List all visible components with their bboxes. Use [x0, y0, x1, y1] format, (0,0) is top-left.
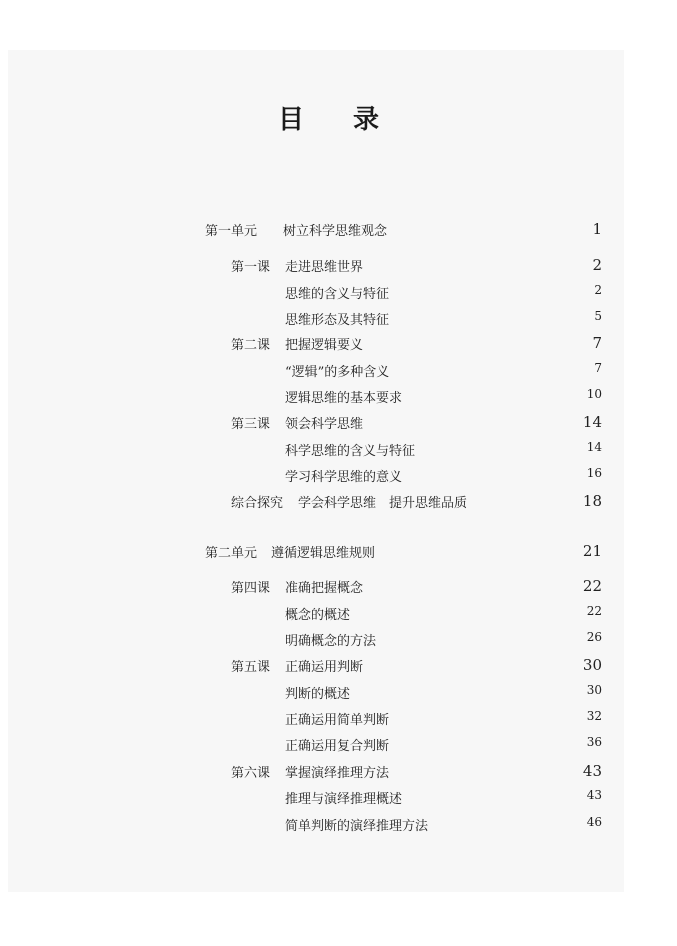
- section-title: 推理与演绎推理概述: [285, 792, 403, 807]
- toc-title: 目 录: [277, 105, 400, 135]
- toc-lesson[interactable]: [0, 413, 677, 437]
- toc-section[interactable]: [0, 630, 677, 654]
- toc-lesson[interactable]: [0, 577, 677, 601]
- page-number: 14: [586, 440, 602, 454]
- page-number: 43: [582, 762, 602, 780]
- unit-title: 遵循逻辑思维规则: [271, 546, 376, 561]
- section-title: 判断的概述: [285, 687, 351, 702]
- toc-section[interactable]: [0, 387, 677, 411]
- toc-section[interactable]: [0, 683, 677, 707]
- comprehensive-label: 综合探究: [231, 496, 284, 511]
- lesson-label: 第一课: [231, 260, 271, 275]
- section-title: 逻辑思维的基本要求: [285, 391, 403, 406]
- page-number: 22: [586, 604, 602, 618]
- lesson-title: 准确把握概念: [285, 581, 364, 596]
- page-number: 1: [592, 220, 602, 238]
- toc-section[interactable]: [0, 709, 677, 733]
- page-number: 2: [594, 283, 602, 297]
- toc-unit[interactable]: [0, 542, 677, 566]
- toc-section[interactable]: [0, 735, 677, 759]
- lesson-title: 走进思维世界: [285, 260, 364, 275]
- lesson-title: 领会科学思维: [285, 417, 364, 432]
- page-number: 22: [582, 577, 602, 595]
- toc-unit[interactable]: [0, 220, 677, 244]
- comprehensive-title: 学会科学思维 提升思维品质: [298, 496, 468, 511]
- toc-section[interactable]: [0, 361, 677, 385]
- page-number: 21: [582, 542, 602, 560]
- page-number: 7: [594, 361, 602, 375]
- page-number: 30: [582, 656, 602, 674]
- page-number: 18: [582, 492, 602, 510]
- page-number: 7: [592, 334, 602, 352]
- page-number: 16: [586, 466, 602, 480]
- section-title: 思维形态及其特征: [285, 313, 390, 328]
- page-number: 5: [594, 309, 602, 323]
- toc-section[interactable]: [0, 815, 677, 839]
- unit-label: 第二单元: [205, 546, 258, 561]
- unit-label: 第一单元: [205, 224, 258, 239]
- toc-lesson[interactable]: [0, 334, 677, 358]
- section-title: 思维的含义与特征: [285, 287, 390, 302]
- toc-comprehensive[interactable]: [0, 492, 677, 516]
- page-number: 2: [592, 256, 602, 274]
- toc-lesson[interactable]: [0, 656, 677, 680]
- section-title: 学习科学思维的意义: [285, 470, 403, 485]
- page-number: 30: [586, 683, 602, 697]
- unit-title: 树立科学思维观念: [283, 224, 388, 239]
- toc-lesson[interactable]: [0, 256, 677, 280]
- section-title: 正确运用简单判断: [285, 713, 390, 728]
- lesson-title: 正确运用判断: [285, 660, 364, 675]
- page-number: 26: [586, 630, 602, 644]
- page-number: 36: [586, 735, 602, 749]
- page-number: 46: [586, 815, 602, 829]
- lesson-label: 第二课: [231, 338, 271, 353]
- page-number: 10: [586, 387, 602, 401]
- lesson-label: 第五课: [231, 660, 271, 675]
- section-title: 简单判断的演绎推理方法: [285, 819, 429, 834]
- section-title: 正确运用复合判断: [285, 739, 390, 754]
- lesson-label: 第四课: [231, 581, 271, 596]
- lesson-title: 掌握演绎推理方法: [285, 766, 390, 781]
- section-title: 明确概念的方法: [285, 634, 377, 649]
- toc-section[interactable]: [0, 604, 677, 628]
- toc-section[interactable]: [0, 788, 677, 812]
- page-number: 43: [586, 788, 602, 802]
- section-title: “逻辑”的多种含义: [285, 365, 390, 380]
- lesson-title: 把握逻辑要义: [285, 338, 364, 353]
- page-number: 32: [586, 709, 602, 723]
- toc-section[interactable]: [0, 440, 677, 464]
- toc-section[interactable]: [0, 466, 677, 490]
- toc-lesson[interactable]: [0, 762, 677, 786]
- section-title: 概念的概述: [285, 608, 351, 623]
- toc-section[interactable]: [0, 309, 677, 333]
- lesson-label: 第六课: [231, 766, 271, 781]
- page-number: 14: [582, 413, 602, 431]
- toc-section[interactable]: [0, 283, 677, 307]
- lesson-label: 第三课: [231, 417, 271, 432]
- section-title: 科学思维的含义与特征: [285, 444, 416, 459]
